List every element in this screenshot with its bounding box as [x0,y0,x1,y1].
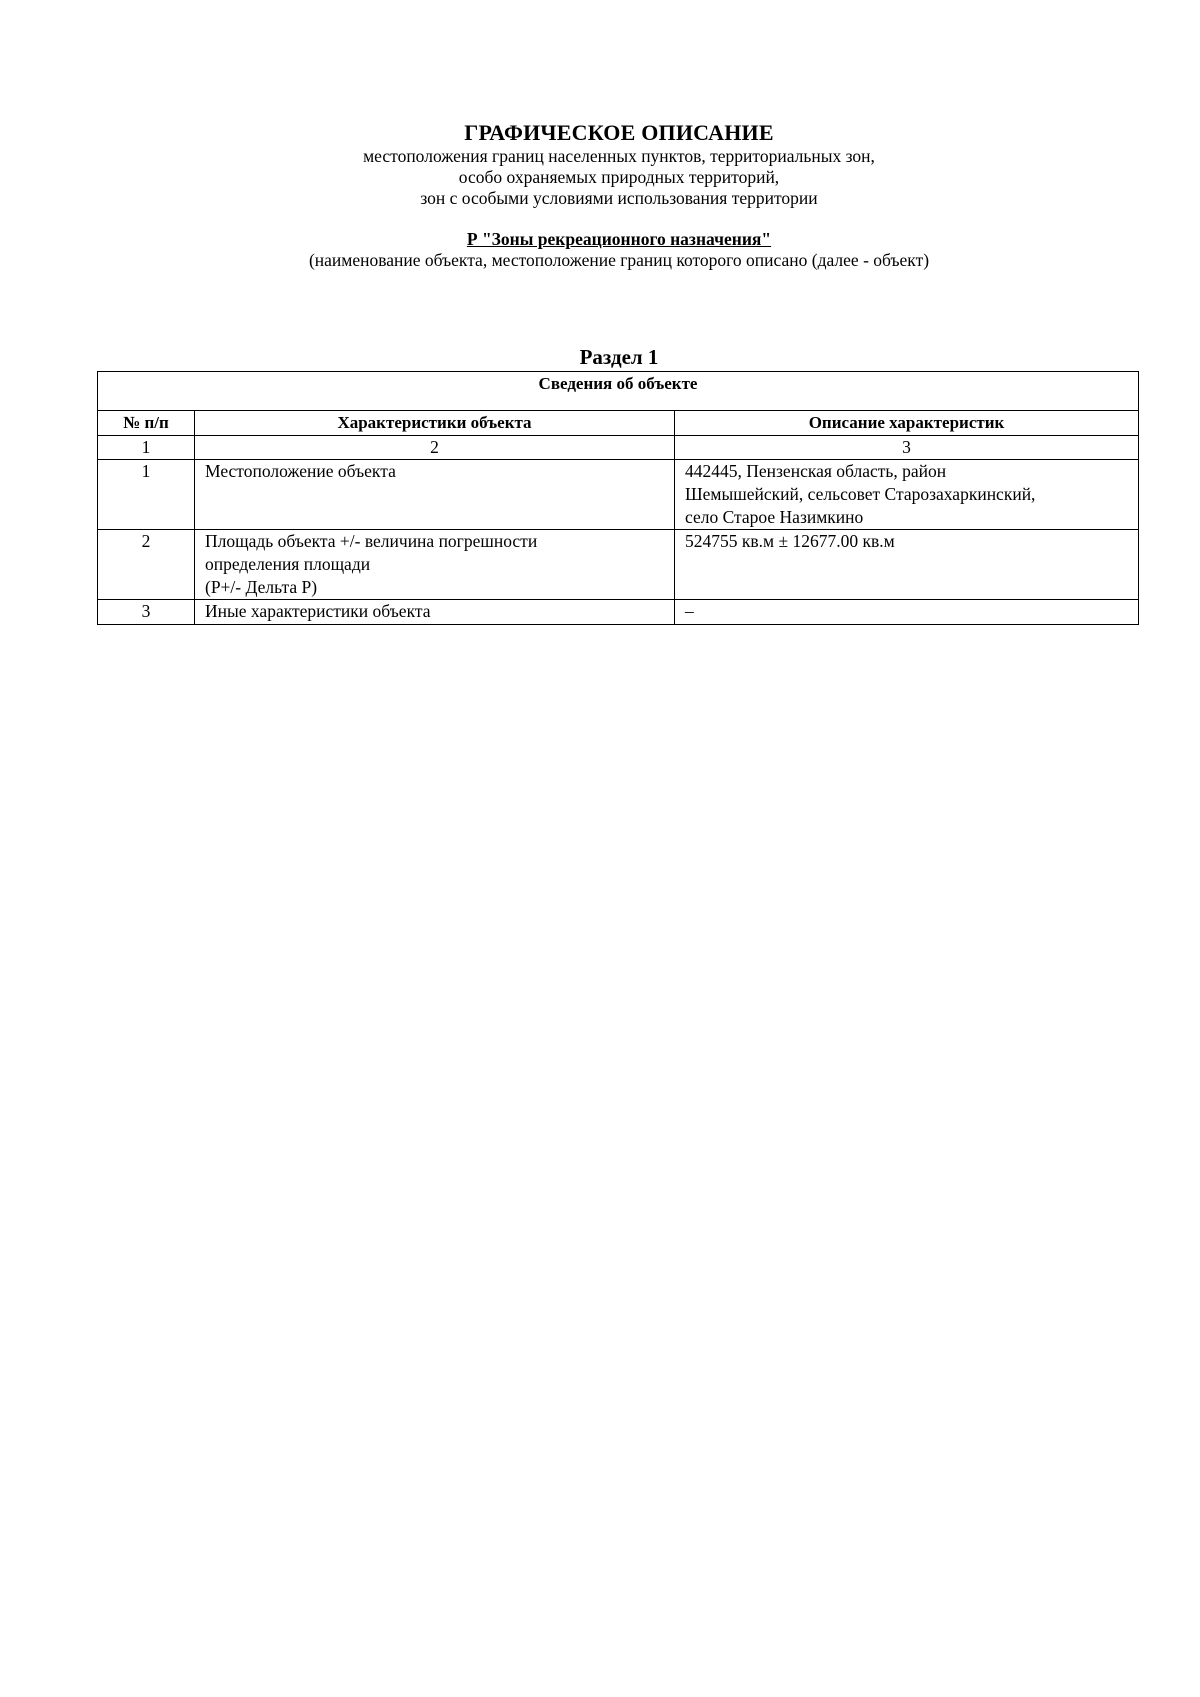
column-number-1: 1 [98,436,195,460]
table-header-row [98,411,1139,436]
row-description-line: – [685,601,694,621]
table-caption: Сведения об объекте [98,372,1139,411]
column-number-2: 2 [195,436,675,460]
row-characteristic-line: Местоположение объекта [205,461,396,481]
row-description-line: 442445, Пензенская область, район [685,461,947,481]
object-name: Р "Зоны рекреационного назначения" [466,229,772,249]
subtitle-line-2: особо охраняемых природных территорий, [458,167,780,187]
row-characteristic [195,460,675,530]
subtitle-line-3: зон с особыми условиями использования территории [420,188,818,208]
object-info-table [97,371,1139,625]
row-num: 2 [98,530,195,600]
document-header [0,120,1200,271]
row-characteristic-line: (P+/- Дельта P) [205,577,318,597]
table-row [98,530,1139,600]
section-title: Раздел 1 [579,345,659,369]
table-column-number-row [98,436,1139,460]
object-caption: (наименование объекта, местоположение границ которого описано (далее - объект) [308,250,930,270]
column-number-3: 3 [675,436,1139,460]
row-description [675,530,1139,600]
row-num: 1 [98,460,195,530]
row-characteristic [195,600,675,625]
row-description [675,460,1139,530]
table-row [98,460,1139,530]
row-characteristic-line: Иные характеристики объекта [205,601,431,621]
row-num: 3 [98,600,195,625]
column-header-num: № п/п [98,411,195,436]
row-description-line: 524755 кв.м ± 12677.00 кв.м [685,531,895,551]
row-characteristic-line: Площадь объекта +/- величина погрешности [205,531,538,551]
row-description-line: село Старое Назимкино [685,507,864,527]
row-description [675,600,1139,625]
document-title: ГРАФИЧЕСКОЕ ОПИСАНИЕ [464,120,774,145]
column-header-characteristic: Характеристики объекта [195,411,675,436]
column-header-description: Описание характеристик [675,411,1139,436]
subtitle-line-1: местоположения границ населенных пунктов, территориальных зон, [363,146,875,166]
row-description-line: Шемышейский, сельсовет Старозахаркинский, [685,484,1036,504]
table-caption-row [98,372,1139,411]
row-characteristic-line: определения площади [205,554,371,574]
row-characteristic [195,530,675,600]
table-row [98,600,1139,625]
